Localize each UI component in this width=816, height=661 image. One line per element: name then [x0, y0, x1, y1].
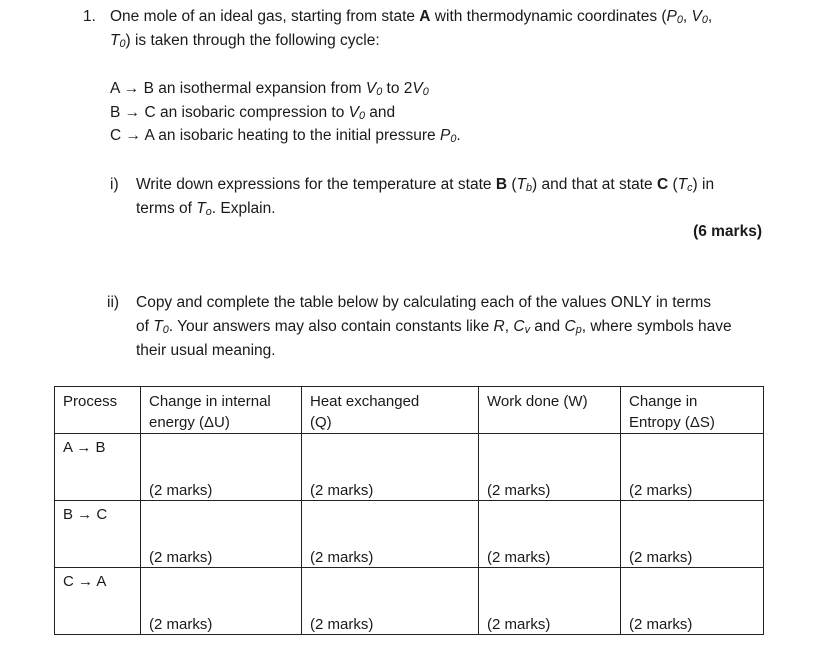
header-work-done: Work done (W) [479, 387, 621, 434]
part-ii-line-2: of $T_0$. Your answers may also contain constants like R, $C_v$ and $C_p$, where symbols have [136, 318, 732, 336]
process-cell: C → A [55, 568, 141, 635]
answer-cell: (2 marks) [141, 568, 302, 635]
header-internal-energy: Change in internal energy (ΔU) [141, 387, 302, 434]
answer-cell: (2 marks) [621, 434, 764, 501]
part-i-line-2: terms of $T_o$. Explain. [136, 200, 276, 218]
answer-cell: (2 marks) [302, 568, 479, 635]
part-i-line-1: Write down expressions for the temperature at state B $(T_b)$ and that at state C $(T_c)$ in [136, 176, 715, 194]
process-cell: A → B [55, 434, 141, 501]
answer-cell: (2 marks) [479, 501, 621, 568]
header-process: Process [55, 387, 141, 434]
cycle-step-ab: A → B an isothermal expansion from $V_0$ to $2V_0$ [110, 80, 429, 98]
thermo-table [54, 386, 764, 635]
answer-cell: (2 marks) [479, 434, 621, 501]
answer-cell: (2 marks) [621, 501, 764, 568]
question-line-2: $T_0$) is taken through the following cycle: [110, 32, 380, 50]
answer-cell: (2 marks) [302, 434, 479, 501]
table-header-row [55, 387, 764, 434]
cycle-step-ca: C → A an isobaric heating to the initial pressure $P_0$. [110, 127, 461, 145]
process-cell: B → C [55, 501, 141, 568]
answer-cell: (2 marks) [141, 501, 302, 568]
answer-cell: (2 marks) [141, 434, 302, 501]
part-i-marks: (6 marks) [693, 223, 762, 240]
question-line-1: One mole of an ideal gas, starting from state A with thermodynamic coordinates ($P_0$, $V_0$, [110, 8, 713, 26]
answer-cell: (2 marks) [621, 568, 764, 635]
question-number: 1. [83, 8, 96, 25]
header-heat-exchanged: Heat exchanged (Q) [302, 387, 479, 434]
part-ii-line-3: their usual meaning. [136, 342, 276, 359]
table-row [55, 434, 764, 501]
table-row [55, 568, 764, 635]
header-entropy: Change in Entropy (ΔS) [621, 387, 764, 434]
part-ii-label: ii) [107, 294, 120, 311]
table-row [55, 501, 764, 568]
part-ii-line-1: Copy and complete the table below by calculating each of the values ONLY in terms [136, 294, 711, 311]
answer-cell: (2 marks) [302, 501, 479, 568]
part-i-label: i) [110, 176, 119, 193]
answer-cell: (2 marks) [479, 568, 621, 635]
cycle-step-bc: B → C an isobaric compression to $V_0$ and [110, 104, 396, 122]
